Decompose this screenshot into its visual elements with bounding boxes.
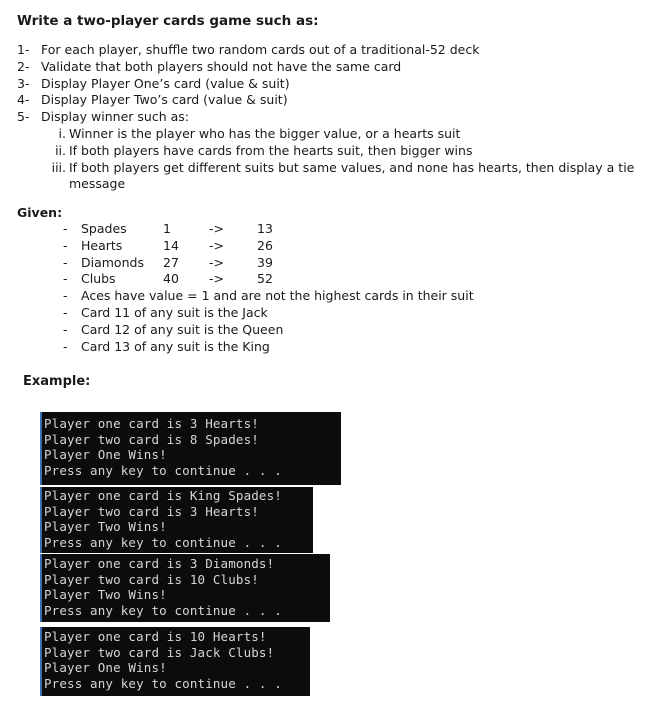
console-line: Player One Wins! [44,660,167,676]
console-line: Player one card is 10 Hearts! [44,629,267,644]
range-start: 27 [163,254,179,270]
note-item [63,288,474,305]
note-item [63,339,474,356]
suit-range-row [63,255,474,272]
dash-bullet: - [63,237,68,253]
list-item [48,143,638,160]
item-text: Display Player One’s card (value & suit) [41,75,290,91]
suit-name: Spades [81,221,127,236]
range-arrow: -> [209,237,224,253]
note-item [63,305,474,322]
item-number: i. [58,126,66,141]
item-number: iii. [51,159,66,175]
item-text: Winner is the player who has the bigger value, or a hearts suit [69,126,461,141]
item-text: Display winner such as: [41,109,189,125]
item-number: 1- [17,42,30,57]
range-end: 26 [257,237,273,253]
range-start: 40 [163,271,179,287]
given-list [63,221,474,355]
note-text: Card 12 of any suit is the Queen [81,321,284,337]
list-item [17,109,479,126]
dash-bullet: - [63,304,68,320]
item-number: ii. [55,142,66,158]
list-item [17,76,479,93]
page-title: Write a two-player cards game such as: [17,13,319,29]
console-line: Player two card is 8 Spades! [44,431,259,447]
requirements-list [17,42,479,126]
console-output-4 [40,627,310,696]
example-heading: Example: [23,374,91,389]
range-end: 52 [257,271,273,287]
list-item [48,160,638,194]
console-line: Player two card is 3 Hearts! [44,503,259,519]
item-text: If both players get different suits but same values, and none has hearts, then display a tie message [69,159,635,192]
winner-rules-list [48,126,638,193]
list-item [17,42,479,59]
range-end: 13 [257,221,273,236]
console-output-2 [40,487,313,553]
range-arrow: -> [209,221,224,236]
console-line: Press any key to continue . . . [44,675,282,691]
dash-bullet: - [63,271,68,287]
item-number: 5- [17,109,30,125]
suit-name: Diamonds [81,254,144,270]
console-line: Player Two Wins! [44,519,167,535]
console-line: Player two card is 10 Clubs! [44,571,259,587]
console-line: Player Two Wins! [44,587,167,603]
dash-bullet: - [63,338,68,354]
list-item [17,59,479,76]
console-output-1 [40,412,341,485]
dash-bullet: - [63,321,68,337]
range-start: 1 [163,221,171,236]
item-number: 4- [17,92,30,108]
item-number: 3- [17,75,30,91]
range-start: 14 [163,237,179,253]
item-text: Validate that both players should not have the same card [41,58,402,74]
list-item [17,92,479,109]
dash-bullet: - [63,254,68,270]
range-end: 39 [257,254,273,270]
console-output-3 [40,554,330,622]
list-item [48,126,638,143]
suit-range-row [63,238,474,255]
dash-bullet: - [63,221,68,236]
item-number: 2- [17,58,30,74]
console-line: Press any key to continue . . . [44,602,282,618]
item-text: Display Player Two’s card (value & suit) [41,92,288,108]
console-line: Player one card is 3 Diamonds! [44,556,275,571]
note-text: Card 13 of any suit is the King [81,338,270,354]
item-text: For each player, shuffle two random cards out of a traditional-52 deck [41,42,480,57]
range-arrow: -> [209,254,224,270]
dash-bullet: - [63,288,68,304]
range-arrow: -> [209,271,224,287]
item-text: If both players have cards from the hearts suit, then bigger wins [69,142,473,158]
suit-name: Clubs [81,271,116,287]
suit-range-row [63,271,474,288]
console-line: Player one card is King Spades! [44,488,282,503]
console-line: Player One Wins! [44,447,167,463]
console-line: Player two card is Jack Clubs! [44,644,275,660]
suit-range-row [63,221,474,238]
note-text: Aces have value = 1 and are not the highest cards in their suit [81,288,474,304]
given-heading: Given: [17,205,63,220]
note-text: Card 11 of any suit is the Jack [81,304,268,320]
console-line: Player one card is 3 Hearts! [44,416,259,431]
suit-name: Hearts [81,237,123,253]
console-line: Press any key to continue . . . [44,462,282,478]
console-line: Press any key to continue . . . [44,534,282,550]
note-item [63,322,474,339]
